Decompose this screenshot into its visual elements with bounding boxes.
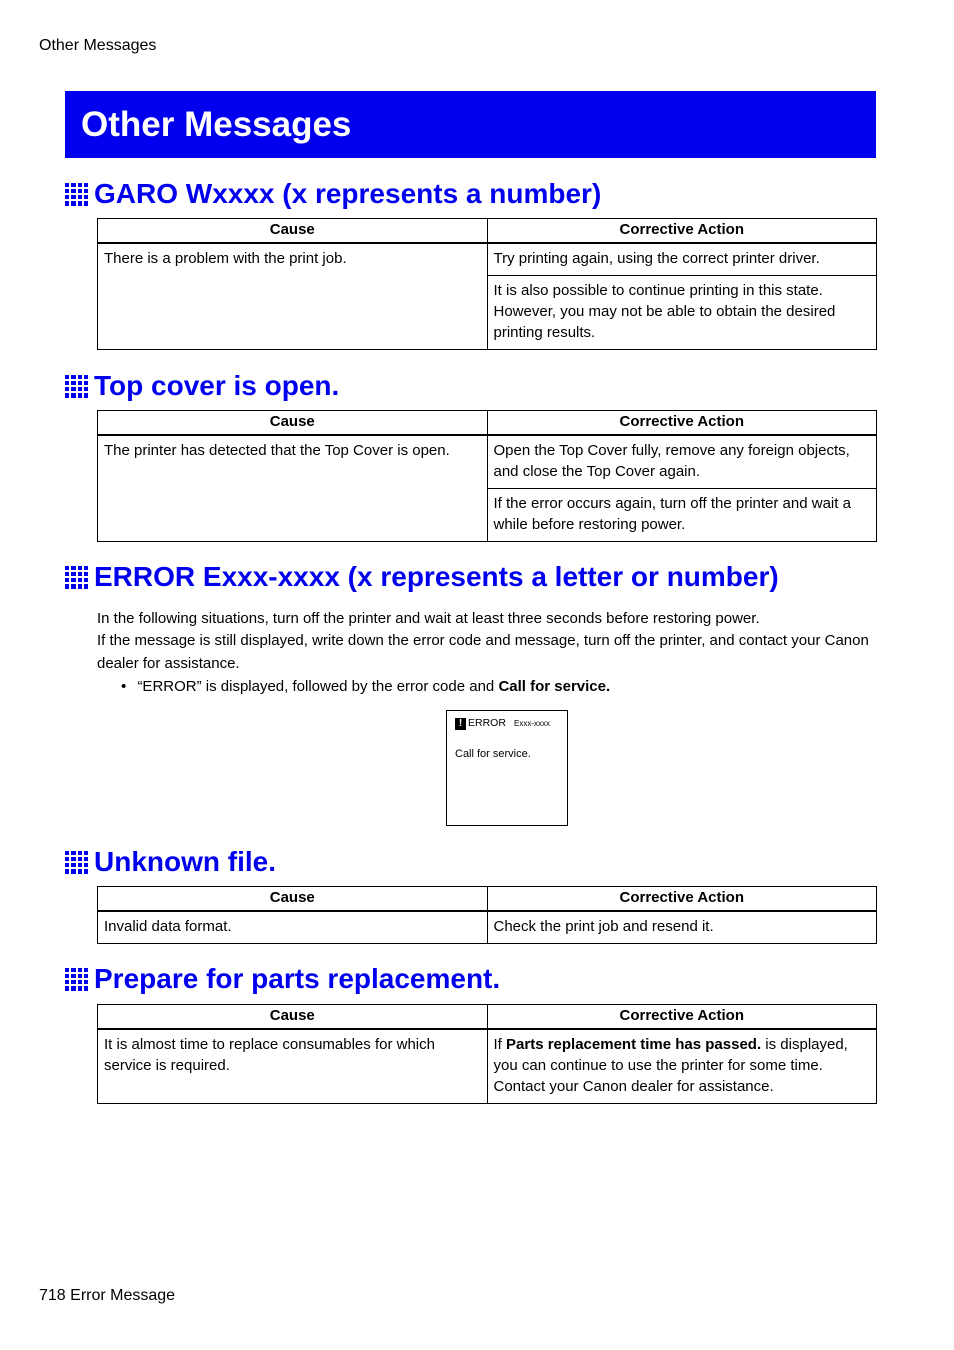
warning-icon: ! xyxy=(455,718,466,730)
action-bold-text: Parts replacement time has passed. xyxy=(506,1035,762,1053)
page-title: Other Messages xyxy=(81,105,352,144)
bullet-bold-text: Call for service. xyxy=(498,678,611,695)
section-title: ERROR Exxx-xxxx (x represents a letter or number) xyxy=(94,561,779,592)
page-title-banner xyxy=(65,91,876,158)
section-title: GARO Wxxxx (x represents a number) xyxy=(94,178,602,209)
display-panel-illustration xyxy=(446,710,568,826)
cause-cell: Invalid data format. xyxy=(98,911,488,944)
section-title: Prepare for parts replacement. xyxy=(94,963,501,994)
section-heading-prepare-parts xyxy=(65,963,500,995)
action-cell: Open the Top Cover fully, remove any foreign objects, and close the Top Cover again. xyxy=(487,435,877,489)
action-cell xyxy=(487,1029,877,1104)
action-header: Corrective Action xyxy=(487,219,877,243)
prepare-parts-table xyxy=(97,1004,877,1104)
table-header-row xyxy=(98,1005,877,1029)
section-heading-error xyxy=(65,561,779,593)
panel-error-label: ERROR xyxy=(468,717,506,729)
table-row xyxy=(98,435,877,489)
error-instructions-paragraph: If the message is still displayed, write down the error code and message, turn off the printer, and contact your Canon dealer for assistance. xyxy=(97,632,869,672)
action-header: Corrective Action xyxy=(487,411,877,435)
error-bullet-item xyxy=(121,678,610,695)
cause-cell: It is almost time to replace consumables for which service is required. xyxy=(98,1029,488,1104)
grid-bullet-icon xyxy=(65,968,88,991)
section-title: Unknown file. xyxy=(94,846,276,877)
section-heading-garo xyxy=(65,178,601,210)
grid-bullet-icon xyxy=(65,566,88,589)
cause-header: Cause xyxy=(98,411,488,435)
table-header-row xyxy=(98,411,877,435)
garo-table xyxy=(97,218,877,350)
cause-header: Cause xyxy=(98,1005,488,1029)
top-cover-table xyxy=(97,410,877,542)
action-text-pre: If xyxy=(493,1035,507,1053)
action-text-post: is displayed, you can continue to use the printer for some time. Contact your Canon dealer for assistance. xyxy=(493,1035,848,1095)
cause-cell: There is a problem with the print job. xyxy=(98,243,488,350)
table-row xyxy=(98,1029,877,1104)
cause-header: Cause xyxy=(98,887,488,911)
action-header: Corrective Action xyxy=(487,1005,877,1029)
table-header-row xyxy=(98,219,877,243)
cause-header: Cause xyxy=(98,219,488,243)
unknown-file-table xyxy=(97,886,877,944)
section-heading-unknown-file xyxy=(65,846,276,878)
bullet-text: “ERROR” is displayed, followed by the error code and xyxy=(137,678,499,695)
grid-bullet-icon xyxy=(65,375,88,398)
error-intro-paragraph: In the following situations, turn off the printer and wait at least three seconds before restoring power. xyxy=(97,610,760,627)
action-cell: If the error occurs again, turn off the printer and wait a while before restoring power. xyxy=(487,488,877,541)
panel-message: Call for service. xyxy=(455,748,531,760)
action-header: Corrective Action xyxy=(487,887,877,911)
cause-cell: The printer has detected that the Top Cover is open. xyxy=(98,435,488,542)
grid-bullet-icon xyxy=(65,851,88,874)
section-heading-top-cover xyxy=(65,370,339,402)
bullet-mark: • xyxy=(121,678,127,695)
action-cell: Try printing again, using the correct printer driver. xyxy=(487,243,877,276)
running-head: Other Messages xyxy=(39,37,157,54)
table-header-row xyxy=(98,887,877,911)
page-footer: 718 Error Message xyxy=(39,1287,176,1304)
table-row xyxy=(98,243,877,276)
panel-error-code: Exxx-xxxx xyxy=(514,719,550,728)
section-title: Top cover is open. xyxy=(94,370,340,401)
table-row xyxy=(98,911,877,944)
action-cell: It is also possible to continue printing in this state. However, you may not be able to obtain the desired printing results. xyxy=(487,275,877,349)
action-cell: Check the print job and resend it. xyxy=(487,911,877,944)
grid-bullet-icon xyxy=(65,183,88,206)
